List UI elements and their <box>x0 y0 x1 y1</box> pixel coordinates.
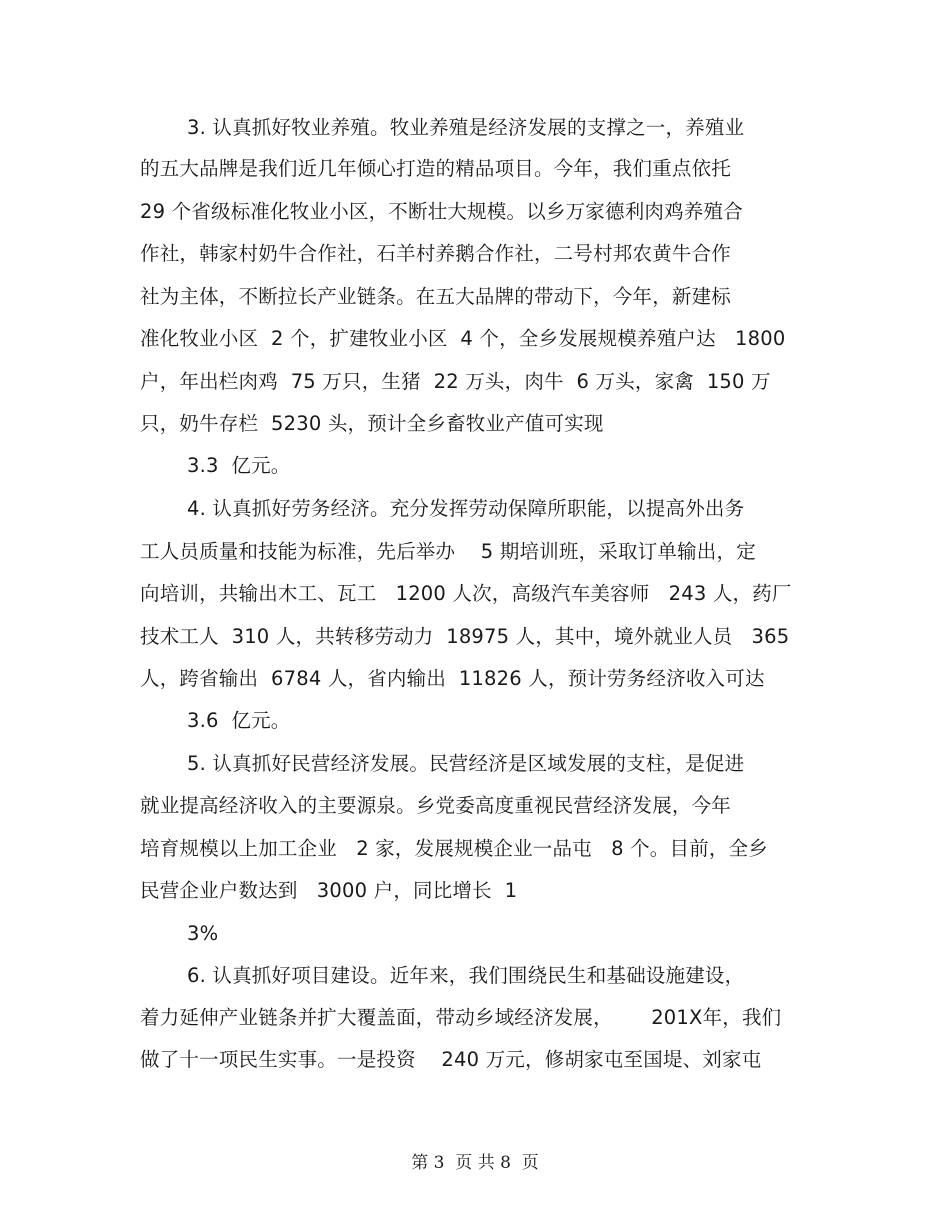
text-line: 社为主体，不断拉长产业链条。在五大品牌的带动下，今年，新建标 <box>140 285 732 308</box>
text-line: 人，跨省输出 6784 人，省内输出 11826 人，预计劳务经济收入可达 <box>140 667 765 690</box>
text-line: 技术工人 310 人，共转移劳动力 18975 人，其中，境外就业人员 365 <box>140 625 790 648</box>
text-line: 3% <box>187 922 219 945</box>
text-line: 向培训，共输出木工、瓦工 1200 人次，高级汽车美容师 243 人，药厂 <box>140 582 792 605</box>
text-line: 着力延伸产业链条并扩大覆盖面，带动乡域经济发展， 201X年，我们 <box>140 1006 782 1029</box>
text-line: 3.3 亿元。 <box>187 454 291 477</box>
text-line: 5. 认真抓好民营经济发展。民营经济是区域发展的支柱，是促进 <box>187 752 745 775</box>
text-line: 的五大品牌是我们近几年倾心打造的精品项目。今年，我们重点依托 <box>140 157 732 180</box>
text-line: 工人员质量和技能为标准，先后举办 5 期培训班，采取订单输出，定 <box>140 540 756 563</box>
text-line: 3.6 亿元。 <box>187 709 291 732</box>
text-line: 作社，韩家村奶牛合作社，石羊村养鹅合作社，二号村邦农黄牛合作 <box>140 242 732 265</box>
text-line: 29 个省级标准化牧业小区，不断壮大规模。以乡万家德利肉鸡养殖合 <box>140 200 743 223</box>
text-line: 3. 认真抓好牧业养殖。牧业养殖是经济发展的支撑之一，养殖业 <box>187 116 745 139</box>
text-line: 6. 认真抓好项目建设。近年来，我们围绕民生和基础设施建设， <box>187 964 745 987</box>
text-line: 只，奶牛存栏 5230 头，预计全乡畜牧业产值可实现 <box>140 412 604 435</box>
text-line: 民营企业户数达到 3000 户，同比增长 1 <box>140 879 518 902</box>
text-line: 培育规模以上加工企业 2 家，发展规模企业一品屯 8 个。目前，全乡 <box>140 837 769 860</box>
text-line: 就业提高经济收入的主要源泉。乡党委高度重视民营经济发展，今年 <box>140 794 732 817</box>
text-line: 户，年出栏肉鸡 75 万只，生猪 22 万头，肉牛 6 万头，家禽 150 万 <box>140 370 771 393</box>
text-line: 准化牧业小区 2 个，扩建牧业小区 4 个，全乡发展规模养殖户达 1800 <box>140 327 786 350</box>
text-line: 做了十一项民生实事。一是投资 240 万元，修胡家屯至国堤、刘家屯 <box>140 1048 762 1071</box>
page-number-footer: 第 3 页 共 8 页 <box>411 1153 539 1173</box>
text-line: 4. 认真抓好劳务经济。充分发挥劳动保障所职能，以提高外出务 <box>187 497 745 520</box>
